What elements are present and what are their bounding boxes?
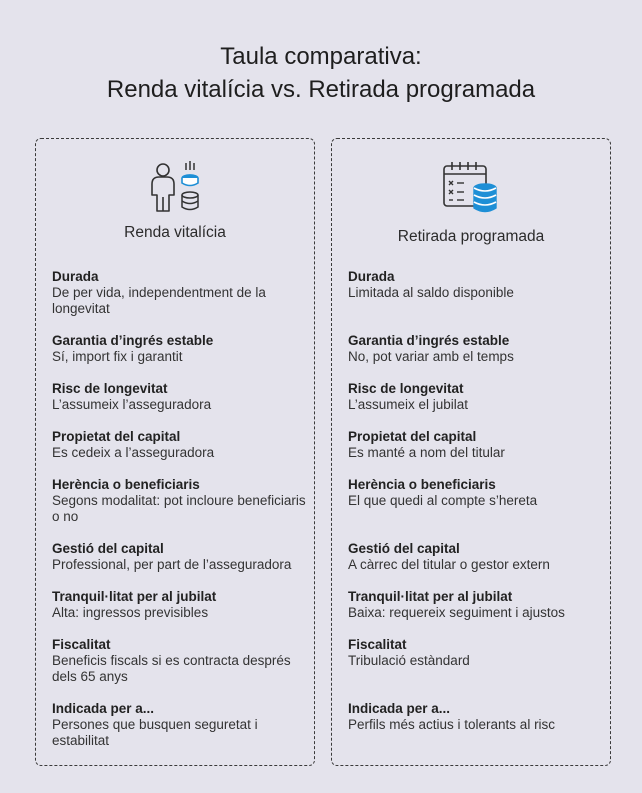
row-herencia: Herència o beneficiaris El que quedi al compte s’hereta — [348, 477, 538, 508]
calendar-coins-icon — [442, 161, 500, 215]
person-coins-icon — [148, 161, 202, 215]
row-propietat-capital: Propietat del capital Es manté a nom del titular — [348, 429, 505, 460]
row-propietat-capital: Propietat del capital Es cedeix a l’asseguradora — [52, 429, 215, 460]
row-garantia: Garantia d’ingrés estable No, pot variar amb el temps — [348, 333, 514, 364]
row-tranquil-litat: Tranquil·litat per al jubilat Baixa: requereix seguiment i ajustos — [348, 589, 565, 620]
page-title — [0, 40, 642, 106]
row-indicada: Indicada per a... Perfils més actius i tolerants al risc — [348, 701, 556, 732]
title-line-1: Taula comparativa: — [220, 43, 422, 70]
row-fiscalitat: Fiscalitat Beneficis fiscals si es contracta després dels 65 anys — [52, 637, 291, 684]
row-gestio-capital: Gestió del capital A càrrec del titular o gestor extern — [348, 541, 550, 572]
card-retirada-programada — [331, 138, 611, 766]
row-durada: Durada De per vida, independentment de la longevitat — [52, 269, 266, 316]
row-tranquil-litat: Tranquil·litat per al jubilat Alta: ingressos previsibles — [52, 589, 217, 620]
row-risc-longevitat: Risc de longevitat L’assumeix el jubilat — [348, 381, 469, 412]
row-risc-longevitat: Risc de longevitat L’assumeix l’asseguradora — [52, 381, 212, 412]
row-garantia: Garantia d’ingrés estable Sí, import fix i garantit — [52, 333, 214, 364]
title-line-2: Renda vitalícia vs. Retirada programada — [106, 76, 536, 103]
row-indicada: Indicada per a... Persones que busquen seguretat i estabilitat — [52, 701, 258, 748]
card-title: Renda vitalícia — [124, 224, 226, 241]
card-title: Retirada programada — [397, 228, 545, 245]
card-renda-vitalicia — [35, 138, 315, 766]
row-gestio-capital: Gestió del capital Professional, per part de l’asseguradora — [52, 541, 292, 572]
row-herencia: Herència o beneficiaris Segons modalitat: pot incloure beneficiaris o no — [52, 477, 306, 524]
row-durada: Durada Limitada al saldo disponible — [348, 269, 514, 300]
row-fiscalitat: Fiscalitat Tribulació estàndard — [348, 637, 470, 668]
